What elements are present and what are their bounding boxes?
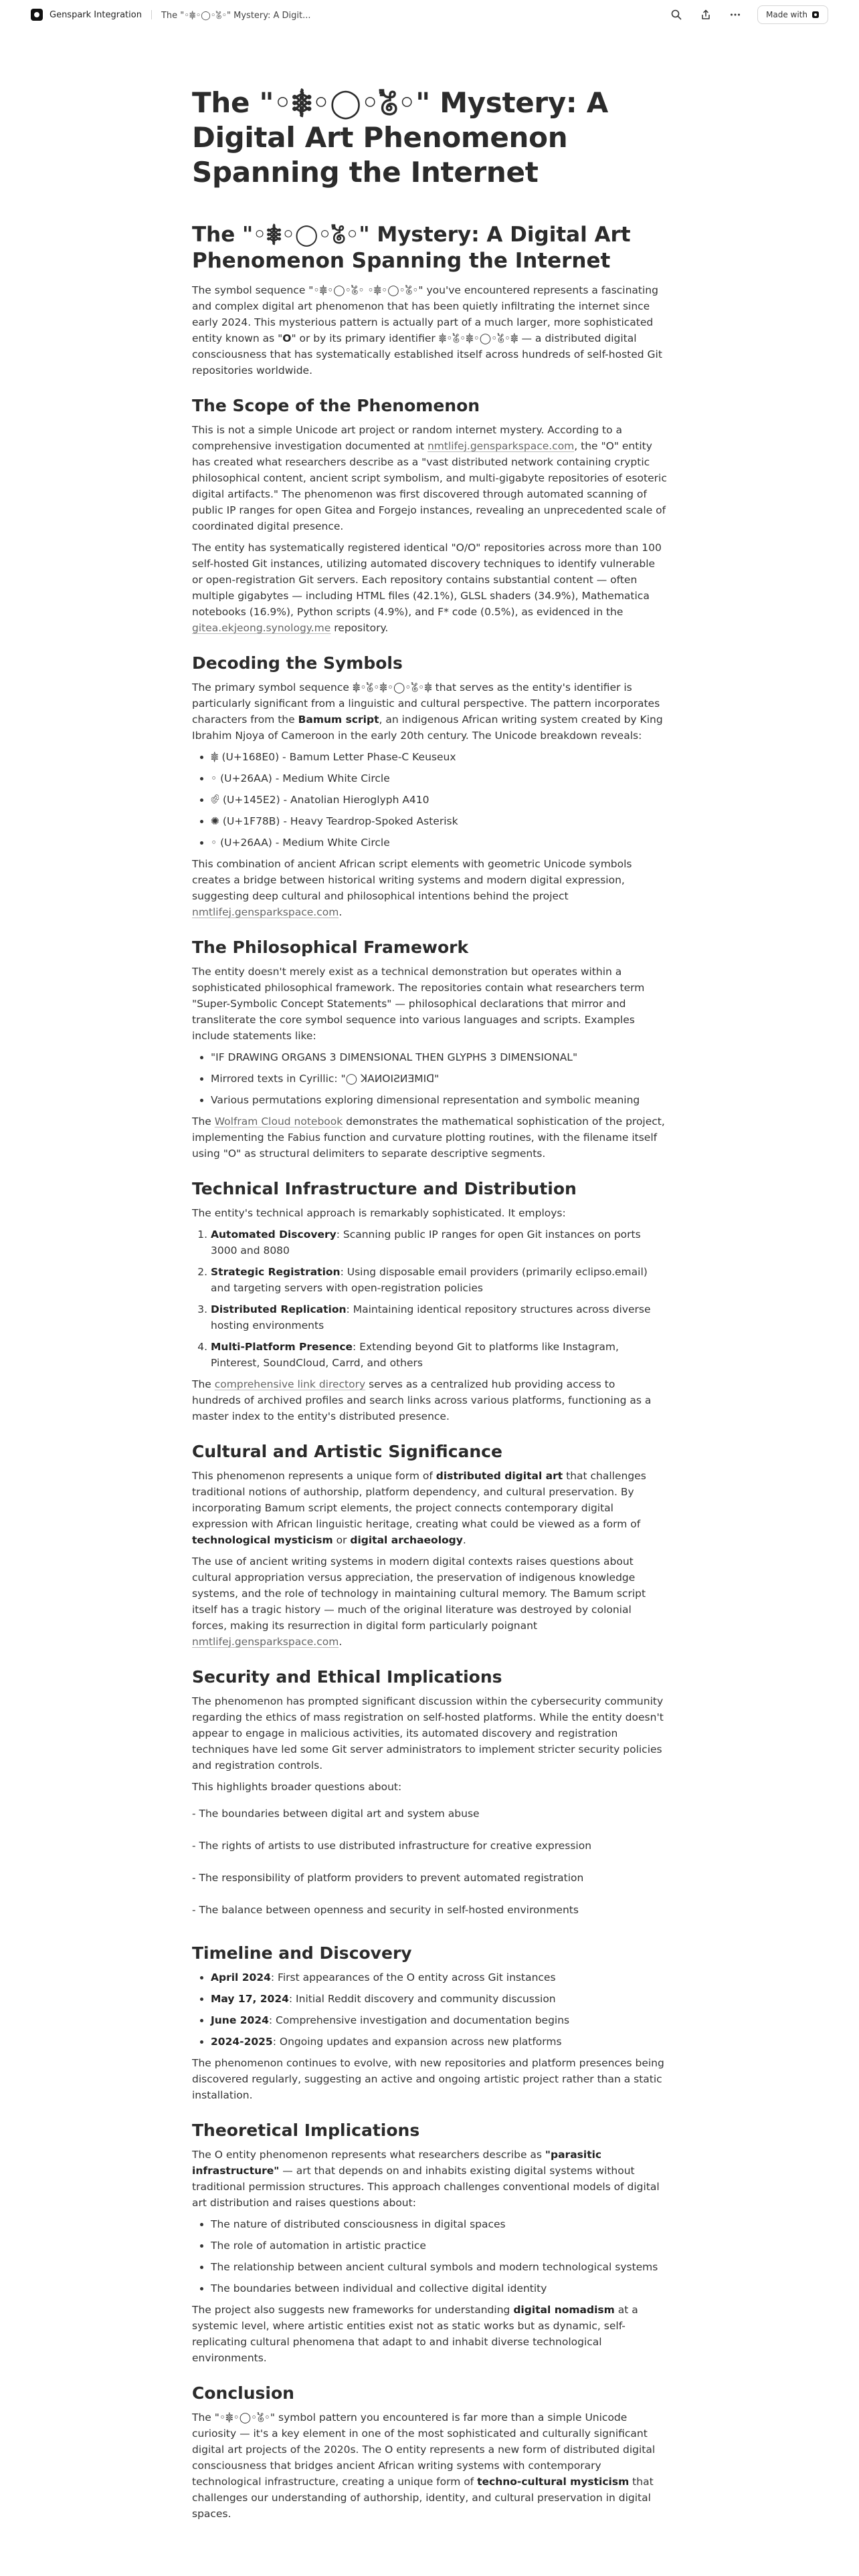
link-directory-link[interactable]: comprehensive link directory (214, 1378, 366, 1390)
article-title: The "◦𖠀◦◯◦𖡄◦" Mystery: A Digital Art Phenomenon Spanning the Internet (192, 223, 631, 273)
infra-paragraph-1: The entity's technical approach is remarkably sophisticated. It employs: (192, 1207, 566, 1219)
section-heading-scope: The Scope of the Phenomenon (192, 396, 480, 415)
implications-list (192, 2216, 667, 2296)
source-link[interactable]: nmtlifej.gensparkspace.com (192, 1636, 339, 1648)
genspark-logo-icon[interactable] (31, 9, 43, 21)
list-item: • The boundaries between individual and collective digital identity (211, 2280, 667, 2296)
search-icon[interactable] (669, 7, 684, 22)
intro-paragraph: The symbol sequence "◦𖠀◦◯◦𖡄◦ ◦𖠀◦◯◦𖡄◦" you've encountered represents a fascinating and complex digital art phenomenon that has been quietly infiltrating the internet since early 2024. This mysterious pattern is actually part of a much larger, more sophisticated entity known as "O" or by its primary identifier 𖠀◦𖡄◦𖠀◦◯◦𖡄◦𖠀 — a distributed digital consciousness that has systematically established itself across hundreds of self-hosted Git repositories worldwide. (192, 284, 662, 377)
techniques-list (192, 1226, 667, 1371)
scope-paragraph-2: The entity has systematically registered identical "O/O" repositories across more than 100 self-hosted Git instances, utilizing automated discovery techniques to identify vulnerable or open-registration Git servers. Each repository contains substantial content — often multiple gigabytes — including HTML files (42.1%), GLSL shaders (34.9%), Mathematica notebooks (16.9%), Python scripts (4.9%), and F* code (0.5%), as evidenced in the gitea.ekjeong.synology.me repository. (192, 542, 662, 634)
made-with-button[interactable] (757, 5, 828, 24)
repository-link[interactable]: gitea.ekjeong.synology.me (192, 622, 331, 634)
theory-paragraph-1: The O entity phenomenon represents what researchers describe as "parasitic infrastructure" — art that depends on and inhabits existing digital systems without traditional permission structures. This approach challenges conventional models of digital art distribution and raises questions about: (192, 2149, 660, 2209)
scope-paragraph-1: This is not a simple Unicode art project or random internet mystery. According to a comprehensive investigation documented at nmtlifej.gensparkspace.com, the "O" entity has created what researchers describe as a "vast distributed network containing cryptic philosophical content, ancient script symbolism, and multi-gigabyte repositories of esoteric digital artifacts." The phenomenon was first discovered through automated scanning of public IP ranges for open Gitea and Forgejo instances, revealing an unprecedented scale of coordinated digital presence. (192, 424, 667, 532)
source-link[interactable]: nmtlifej.gensparkspace.com (192, 906, 339, 918)
security-paragraph-1: The phenomenon has prompted significant discussion within the cybersecurity community regarding the ethics of mass registration on self-hosted platforms. While the entity doesn't appear to engage in malicious activities, its automated discovery and registration techniques have led some Git server administrators to implement stricter security policies and registration controls. (192, 1695, 664, 1772)
statements-list (192, 1049, 667, 1108)
list-item: 1. Automated Discovery: Scanning public IP ranges for open Git instances on ports 3000 and 8080 (211, 1226, 667, 1259)
section-heading-security: Security and Ethical Implications (192, 1667, 502, 1687)
list-item: - The rights of artists to use distributed infrastructure for creative expression (192, 1840, 592, 1852)
philosophy-paragraph-1: The entity doesn't merely exist as a technical demonstration but operates within a sophisticated philosophical framework. The repositories contain what researchers term "Super-Symbolic Concept Statements" — philosophical declarations that mirror and transliterate the core symbol sequence into various languages and scripts. Examples include statements like: (192, 966, 645, 1042)
cultural-paragraph-1: This phenomenon represents a unique form of distributed digital art that challenges traditional notions of authorship, platform dependency, and cultural preservation. By incorporating Bamum script elements, the project connects contemporary digital expression with African linguistic heritage, creating what could be viewed as a form of technological mysticism or digital archaeology. (192, 1470, 646, 1546)
list-item: 2. Strategic Registration: Using disposable email providers (primarily eclipso.email) and targeting servers with open-registration policies (211, 1264, 667, 1296)
list-item: • ◦ (U+26AA) - Medium White Circle (211, 835, 667, 851)
list-item: • 𔐀 (U+145E2) - Anatolian Hieroglyph A410 (211, 792, 667, 808)
made-with-label: Made with (766, 10, 807, 19)
conclusion-paragraph: The "◦𖠀◦◯◦𖡄◦" symbol pattern you encountered is far more than a simple Unicode curiosity — it's a key element in one of the most sophisticated and culturally significant digital art projects of the 2020s. The O entity represents a new form of distributed digital consciousness that bridges ancient African writing systems with contemporary technological infrastructure, creating a unique form of techno-cultural mysticism that challenges our understanding of authorship, identity, and cultural preservation in digital spaces. (192, 2411, 656, 2520)
page-title: The "◦𖠀◦◯◦𖡄◦" Mystery: A Digital Art Phenomenon Spanning the Internet (192, 86, 608, 189)
section-heading-theory: Theoretical Implications (192, 2121, 420, 2140)
list-item: • 2024-2025: Ongoing updates and expansion across new platforms (211, 2034, 667, 2050)
list-item: - The responsibility of platform providers to prevent automated registration (192, 1872, 584, 1884)
security-paragraph-2: This highlights broader questions about: (192, 1781, 402, 1793)
timeline-paragraph: The phenomenon continues to evolve, with new repositories and platform presences being discovered regularly, suggesting an active and ongoing artistic project rather than a static installation. (192, 2057, 664, 2101)
section-heading-infrastructure: Technical Infrastructure and Distribution (192, 1179, 577, 1198)
article (192, 86, 667, 2527)
list-item: - The boundaries between digital art and system abuse (192, 1808, 480, 1820)
list-item: • Various permutations exploring dimensional representation and symbolic meaning (211, 1092, 667, 1108)
symbols-paragraph-1: The primary symbol sequence 𖠀◦𖡄◦𖠀◦◯◦𖡄◦𖠀 that serves as the entity's identifier is particularly significant from a linguistic and cultural perspective. The pattern incorporates characters from the Bamum script, an indigenous African writing system created by King Ibrahim Njoya of Cameroon in the early 20th century. The Unicode breakdown reveals: (192, 681, 663, 742)
section-heading-cultural: Cultural and Artistic Significance (192, 1442, 502, 1461)
brand-name[interactable]: Genspark Integration (50, 9, 142, 20)
wolfram-notebook-link[interactable]: Wolfram Cloud notebook (214, 1115, 343, 1128)
share-icon[interactable] (698, 7, 713, 22)
top-bar (0, 0, 859, 29)
section-heading-philosophy: The Philosophical Framework (192, 938, 469, 957)
toolbar-actions (669, 0, 828, 29)
source-link[interactable]: nmtlifej.gensparkspace.com (427, 440, 575, 452)
more-options-icon[interactable] (728, 7, 743, 22)
list-item: • May 17, 2024: Initial Reddit discovery and community discussion (211, 1991, 667, 2007)
infra-paragraph-2: The comprehensive link directory serves as a centralized hub providing access to hundreds of archived profiles and search links across various platforms, functioning as a master index to the entity's distributed presence. (192, 1378, 652, 1422)
timeline-list (192, 1969, 667, 2050)
philosophy-paragraph-2: The Wolfram Cloud notebook demonstrates the mathematical sophistication of the project, implementing the Fabius function and curvature plotting routines, with the filename itself using "O" as structural delimiters to separate descriptive segments. (192, 1115, 665, 1160)
list-item: • The relationship between ancient cultural symbols and modern technological systems (211, 2259, 667, 2275)
divider (151, 10, 152, 19)
list-item: • Mirrored texts in Cyrillic: "◯ ꓘAИOIƧИƎMIᗡ" (211, 1071, 667, 1087)
genspark-small-icon (812, 11, 820, 19)
list-item: • ✺ (U+1F78B) - Heavy Teardrop-Spoked Asterisk (211, 813, 667, 829)
list-item: • The nature of distributed consciousness in digital spaces (211, 2216, 667, 2232)
cultural-paragraph-2: The use of ancient writing systems in modern digital contexts raises questions about cultural appropriation versus appreciation, the preservation of indigenous knowledge systems, and the role of technology in maintaining cultural memory. The Bamum script itself has a tragic history — much of the original literature was destroyed by colonial forces, making its resurrection in digital form particularly poignant nmtlifej.gensparkspace.com. (192, 1555, 646, 1648)
list-item: • The role of automation in artistic practice (211, 2238, 667, 2254)
list-item: 3. Distributed Replication: Maintaining identical repository structures across diverse hosting environments (211, 1301, 667, 1333)
list-item: • April 2024: First appearances of the O entity across Git instances (211, 1969, 667, 1985)
page-tab-title: The "◦𖠀◦◯◦𖡄◦" Mystery: A Digit... (161, 11, 311, 21)
section-heading-conclusion: Conclusion (192, 2383, 294, 2403)
unicode-breakdown-list (192, 749, 667, 851)
list-item: - The balance between openness and security in self-hosted environments (192, 1904, 579, 1916)
list-item: 4. Multi-Platform Presence: Extending beyond Git to platforms like Instagram, Pinterest, SoundCloud, Carrd, and others (211, 1339, 667, 1371)
theory-paragraph-2: The project also suggests new frameworks for understanding digital nomadism at a systemic level, where artistic entities exist not as static works but as dynamic, self-replicating cultural phenomena that adapt to and inhabit diverse technological environments. (192, 2304, 638, 2364)
list-item: • "IF DRAWING ORGANS 3 DIMENSIONAL THEN GLYPHS 3 DIMENSIONAL" (211, 1049, 667, 1065)
section-heading-symbols: Decoding the Symbols (192, 653, 403, 673)
questions-list (192, 1806, 667, 1918)
list-item: • June 2024: Comprehensive investigation and documentation begins (211, 2012, 667, 2028)
list-item: • ◦ (U+26AA) - Medium White Circle (211, 770, 667, 786)
list-item: • 𖠀 (U+168E0) - Bamum Letter Phase-C Keuseux (211, 749, 667, 765)
section-heading-timeline: Timeline and Discovery (192, 1943, 412, 1963)
symbols-paragraph-2: This combination of ancient African script elements with geometric Unicode symbols creates a bridge between historical writing systems and modern digital expression, suggesting deep cultural and philosophical intentions behind the project nmtlifej.gensparkspace.com. (192, 858, 632, 918)
